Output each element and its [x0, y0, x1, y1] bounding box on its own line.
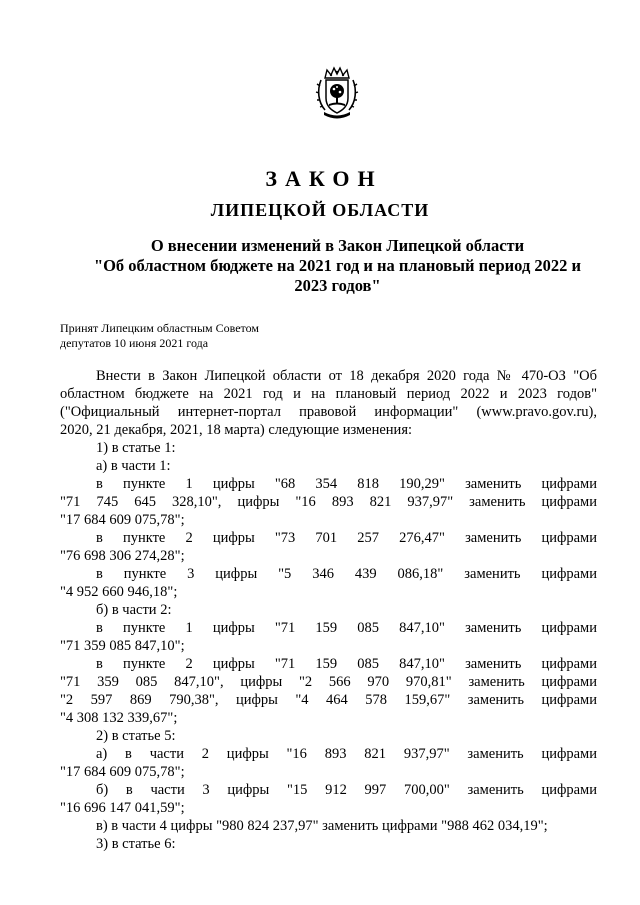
- adoption-line: депутатов 10 июня 2021 года: [60, 336, 209, 350]
- amendment-line: в) в части 4 цифры "980 824 237,97" заменить цифрами "988 462 034,19";: [96, 818, 548, 834]
- subject-line: О внесении изменений в Закон Липецкой области: [150, 236, 525, 255]
- amendment-line: а) в части 2 цифры "16 893 821 937,97" заменить цифрами: [96, 746, 597, 762]
- amendment-line: в пункте 1 цифры "68 354 818 190,29" заменить цифрами: [96, 476, 597, 492]
- amendment-line: б) в части 3 цифры "15 912 997 700,00" заменить цифрами: [96, 782, 597, 798]
- amendment-line: 2) в статье 5:: [96, 728, 176, 744]
- region-title: ЛИПЕЦКОЙ ОБЛАСТИ: [210, 200, 430, 220]
- amendment-line: "71 359 085 847,10";: [60, 638, 185, 654]
- amendment-line: "17 684 609 075,78";: [60, 764, 185, 780]
- adoption-note: [60, 321, 259, 351]
- amendment-line: в пункте 2 цифры "71 159 085 847,10" заменить цифрами: [96, 656, 597, 672]
- intro-line: 2020, 21 декабря, 2021, 18 марта) следующие изменения:: [60, 422, 413, 438]
- amendment-line: в пункте 3 цифры "5 346 439 086,18" заменить цифрами: [96, 566, 597, 582]
- amendment-line: а) в части 1:: [96, 458, 171, 474]
- amendment-line: в пункте 2 цифры "73 701 257 276,47" заменить цифрами: [96, 530, 597, 546]
- subject-line: 2023 годов": [294, 276, 381, 295]
- subject-line: "Об областном бюджете на 2021 год и на плановый период 2022 и: [93, 256, 582, 275]
- amendment-line: 3) в статье 6:: [96, 836, 176, 852]
- law-title: ЗАКОН: [265, 166, 383, 191]
- amendment-line: 1) в статье 1:: [96, 440, 176, 456]
- law-body: [60, 367, 597, 853]
- amendment-line: в пункте 1 цифры "71 159 085 847,10" заменить цифрами: [96, 620, 597, 636]
- amendment-line: "76 698 306 274,28";: [60, 548, 185, 564]
- law-subject: [60, 236, 615, 296]
- adoption-line: Принят Липецким областным Советом: [60, 321, 259, 335]
- amendment-line: "71 359 085 847,10", цифры "2 566 970 970,81" заменить цифрами: [60, 674, 597, 690]
- amendment-line: б) в части 2:: [96, 602, 172, 618]
- amendment-line: "4 308 132 339,67";: [60, 710, 178, 726]
- intro-line: ("Официальный интернет-портал правовой информации" (www.pravo.gov.ru),: [60, 404, 597, 420]
- amendment-line: "4 952 660 946,18";: [60, 584, 178, 600]
- amendment-list: [60, 439, 597, 853]
- amendment-line: "16 696 147 041,59";: [60, 800, 185, 816]
- intro-line: областном бюджете на 2021 год и на плановый период 2022 и 2023 годов": [60, 386, 597, 402]
- amendment-line: "17 684 609 075,78";: [60, 512, 185, 528]
- amendment-line: "2 597 869 790,38", цифры "4 464 578 159,67" заменить цифрами: [60, 692, 597, 708]
- coat-of-arms-emblem-icon: [315, 66, 359, 120]
- amendment-line: "71 745 645 328,10", цифры "16 893 821 937,97" заменить цифрами: [60, 494, 597, 510]
- intro-line: Внести в Закон Липецкой области от 18 декабря 2020 года № 470-ОЗ "Об: [96, 368, 597, 384]
